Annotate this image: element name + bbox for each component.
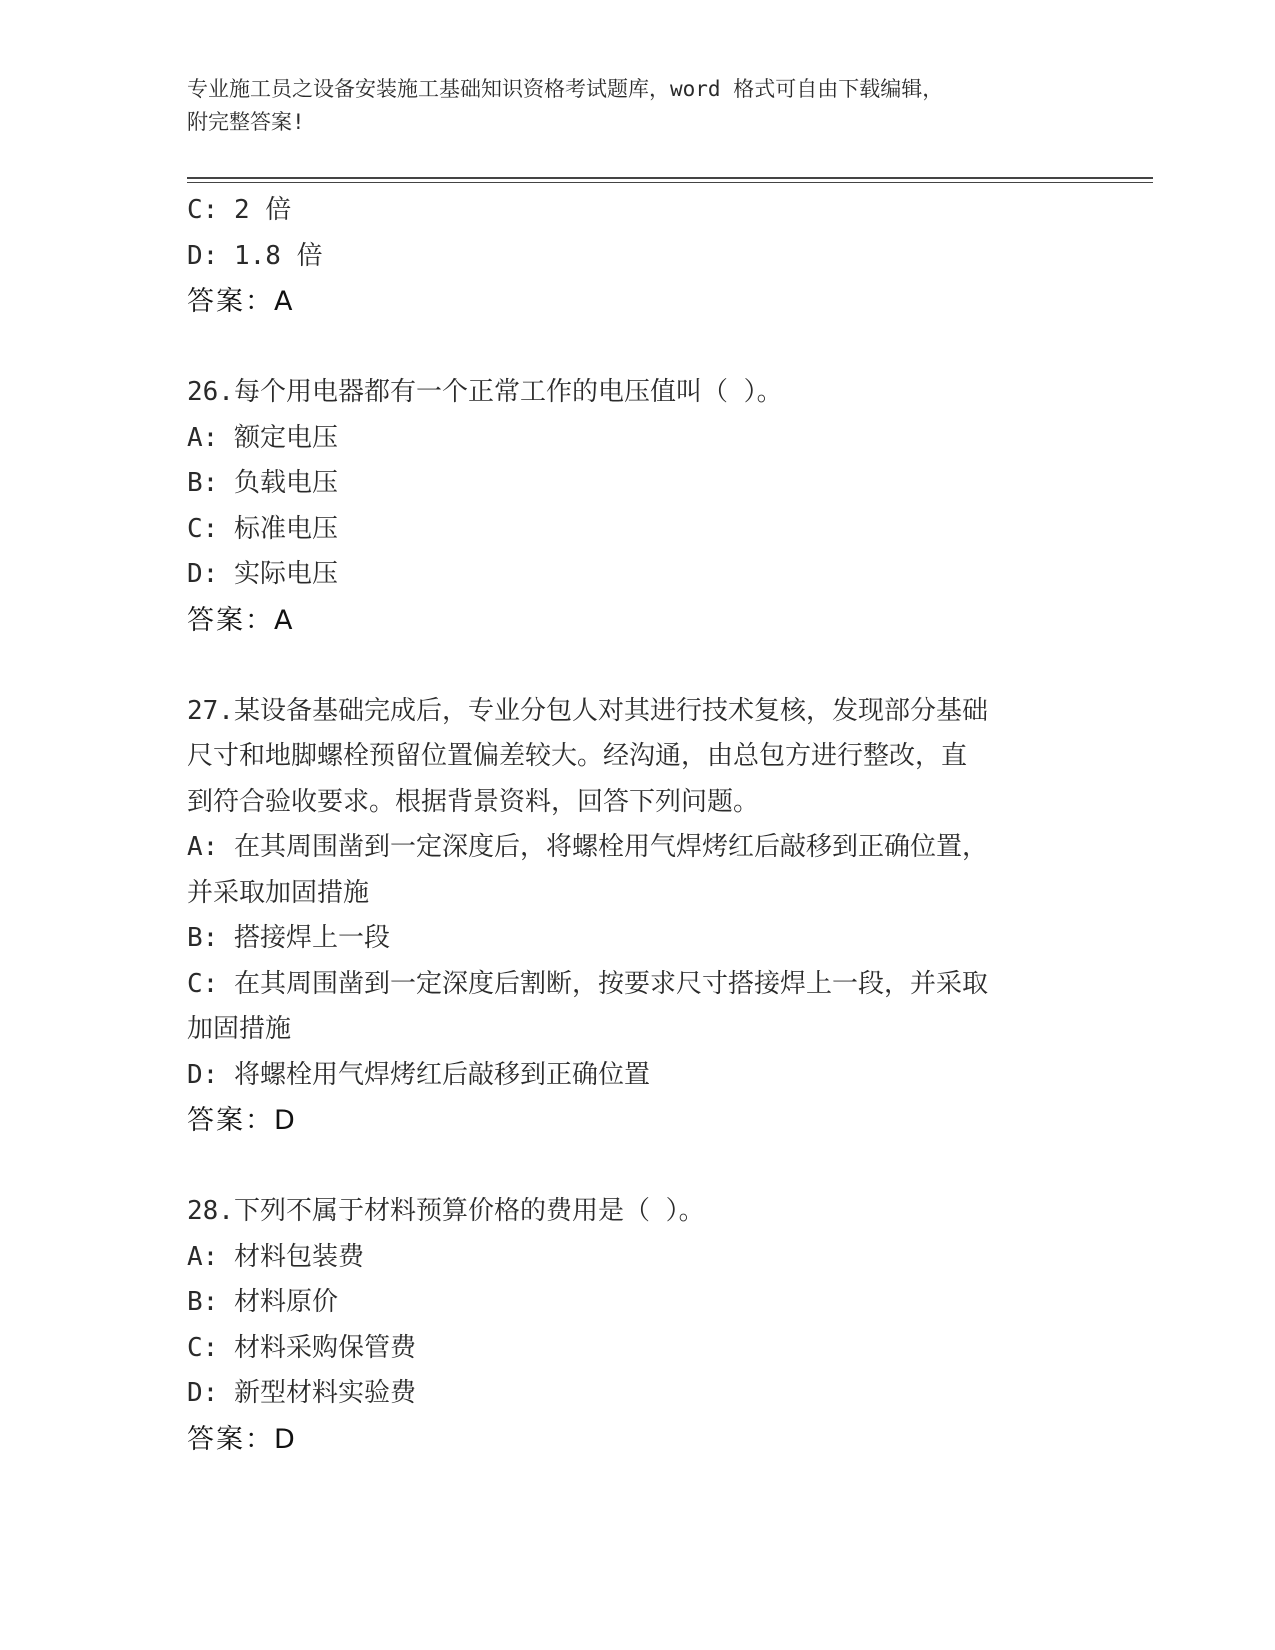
answer-line (187, 279, 1087, 325)
answer-value: A (274, 286, 293, 317)
header-divider-thick (187, 177, 1153, 179)
question-list (187, 188, 1087, 1462)
question-stem-line-2: 尺寸和地脚螺栓预留位置偏差较大。经沟通，由总包方进行整改，直 (187, 741, 968, 771)
spacer (187, 643, 1087, 689)
header-line-2: 附完整答案! (187, 110, 305, 134)
spacer (187, 1144, 1087, 1190)
option-d: D: 新型材料实验费 (187, 1378, 416, 1408)
option-a-line-1: A: 在其周围凿到一定深度后，将螺栓用气焊烤红后敲移到正确位置， (187, 832, 988, 862)
option-d: D: 实际电压 (187, 559, 338, 589)
answer-line (187, 1417, 1087, 1463)
answer-label: 答案： (187, 604, 274, 636)
answer-value: D (274, 1423, 295, 1455)
option-d: D: 1.8 倍 (187, 240, 323, 271)
option-c-line-2: 加固措施 (187, 1014, 292, 1044)
answer-line (187, 1098, 1087, 1144)
answer-label: 答案： (187, 1423, 274, 1455)
question-block-26 (187, 370, 1087, 643)
option-b: B: 材料原价 (187, 1287, 338, 1317)
question-stem: 26.每个用电器都有一个正常工作的电压值叫（ ）。 (187, 377, 783, 407)
option-b: B: 负载电压 (187, 468, 338, 498)
answer-label: 答案： (187, 286, 274, 317)
question-stem-line-3: 到符合验收要求。根据背景资料，回答下列问题。 (187, 786, 760, 817)
option-a: A: 额定电压 (187, 422, 338, 453)
question-block-27 (187, 689, 1087, 1144)
answer-line (187, 598, 1087, 644)
option-c: C: 材料采购保管费 (187, 1332, 416, 1363)
answer-value: D (274, 1105, 295, 1136)
answer-value: A (274, 604, 293, 636)
option-b: B: 搭接焊上一段 (187, 923, 390, 953)
option-c: C: 2 倍 (187, 195, 292, 225)
question-stem-line-1: 27.某设备基础完成后，专业分包人对其进行技术复核，发现部分基础 (187, 695, 988, 726)
question-block-28 (187, 1189, 1087, 1462)
answer-label: 答案： (187, 1105, 274, 1136)
header-divider-thin (187, 182, 1153, 183)
option-a-line-2: 并采取加固措施 (187, 877, 370, 908)
option-d: D: 将螺栓用气焊烤红后敲移到正确位置 (187, 1059, 650, 1090)
document-header (187, 73, 1087, 139)
option-a: A: 材料包装费 (187, 1241, 364, 1272)
question-stem: 28.下列不属于材料预算价格的费用是（ ）。 (187, 1196, 705, 1226)
spacer (187, 325, 1087, 371)
question-block-25 (187, 188, 1087, 325)
header-line-1: 专业施工员之设备安装施工基础知识资格考试题库，word 格式可自由下载编辑， (187, 77, 944, 101)
option-c-line-1: C: 在其周围凿到一定深度后割断，按要求尺寸搭接焊上一段，并采取 (187, 968, 988, 999)
option-c: C: 标准电压 (187, 513, 338, 544)
